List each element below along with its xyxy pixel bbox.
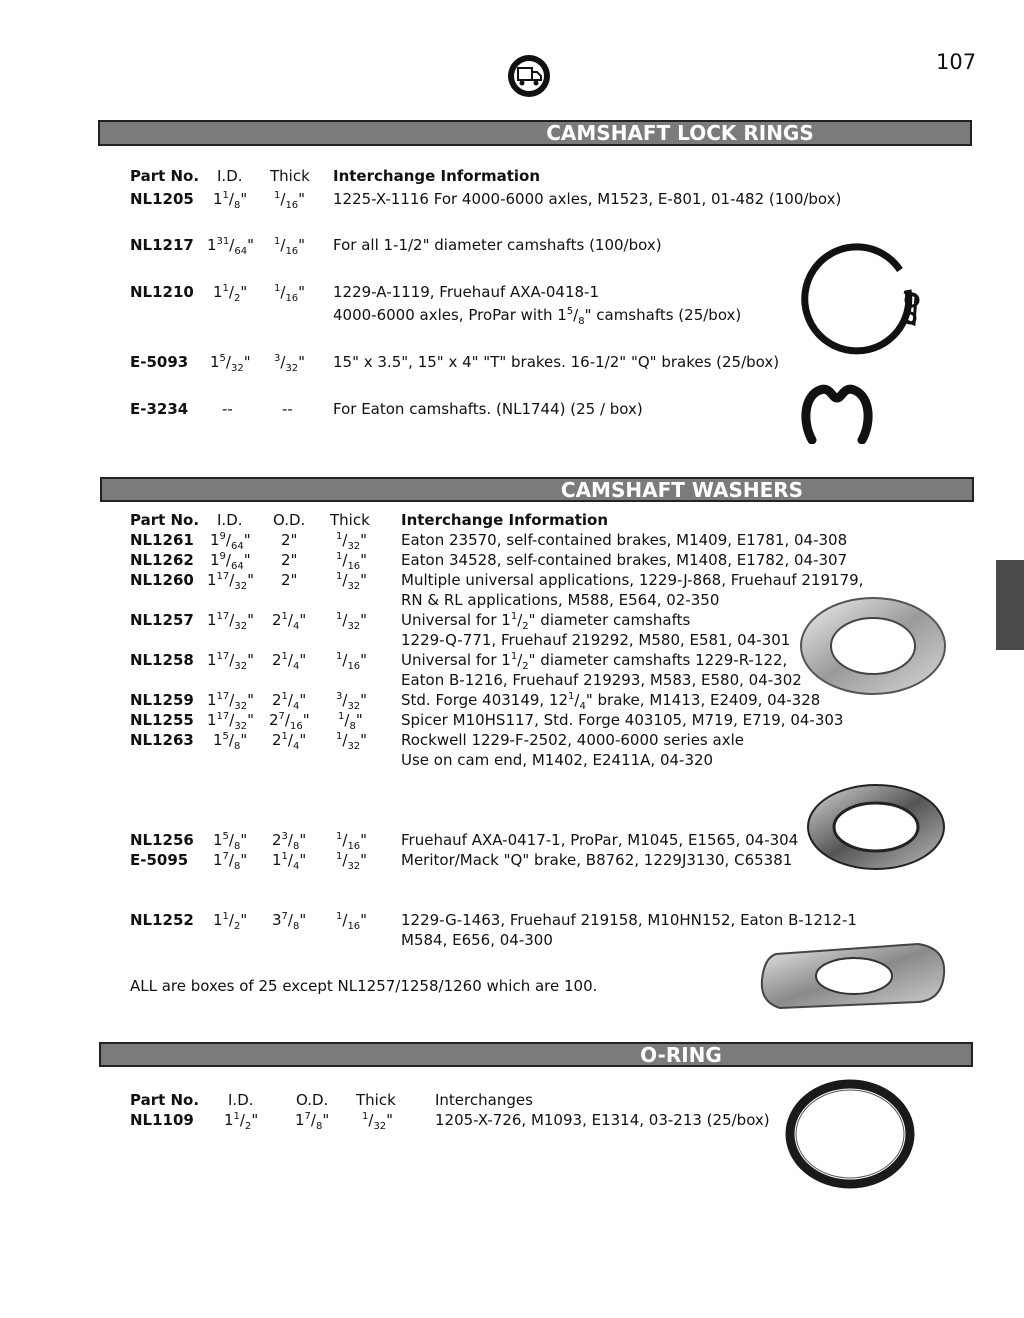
header-part: Part No. — [130, 1091, 200, 1109]
inner-diameter: $1^5/_{32}$" — [210, 353, 251, 374]
interchange-info-line2: M584, E656, 04-300 — [401, 931, 553, 949]
thickness: -- — [282, 400, 293, 418]
inner-diameter: $1^1/_2$" — [213, 911, 248, 932]
section-title: CAMSHAFT WASHERS — [560, 477, 804, 502]
interchange-info: Std. Forge 403149, $12^1/_4$" brake, M1413, E2409, 04-328 — [401, 691, 821, 712]
e-clip-image — [800, 382, 875, 444]
thickness: $^1/_{32}$" — [336, 531, 368, 552]
part-number: NL1255 — [130, 711, 194, 729]
part-number: NL1205 — [130, 190, 194, 208]
header-part: Part No. — [130, 167, 200, 185]
thickness: $^1/_8$" — [338, 711, 363, 732]
part-number: NL1258 — [130, 651, 194, 669]
thickness: $^1/_{32}$" — [336, 571, 368, 592]
box-quantity-note: ALL are boxes of 25 except NL1257/1258/1260 which are 100. — [130, 977, 598, 995]
interchange-info: Universal for $1^1/_2$" diameter camshafts 1229-R-122, — [401, 651, 788, 672]
header-id: I.D. — [217, 511, 243, 529]
header-info: Interchange Information — [333, 167, 541, 185]
outer-diameter: $2^3/_8$" — [272, 831, 307, 852]
interchange-info: 1205-X-726, M1093, E1314, 03-213 (25/box) — [435, 1111, 770, 1129]
inner-diameter: $1^{17}/_{32}$" — [207, 651, 254, 672]
outer-diameter: $2^7/_{16}$" — [269, 711, 310, 732]
outer-diameter: 2" — [281, 571, 298, 589]
interchange-info: 1229-G-1463, Fruehauf 219158, M10HN152, Eaton B-1212-1 — [401, 911, 857, 929]
outer-diameter: $1^1/_4$" — [272, 851, 307, 872]
section-edge-tab — [996, 560, 1024, 650]
header-od: O.D. — [273, 511, 306, 529]
thickness: $^1/_{16}$" — [336, 551, 368, 572]
section-banner-lock-rings — [98, 120, 972, 146]
outer-diameter: $3^7/_8$" — [272, 911, 307, 932]
part-number: NL1262 — [130, 551, 194, 569]
outer-diameter: 2" — [281, 551, 298, 569]
outer-diameter: $2^1/_4$" — [272, 611, 307, 632]
header-info: Interchange Information — [401, 511, 609, 529]
thickness: $^1/_{32}$" — [336, 731, 368, 752]
part-number: NL1259 — [130, 691, 194, 709]
part-number: NL1256 — [130, 831, 194, 849]
interchange-info: Eaton 23570, self-contained brakes, M1409, E1781, 04-308 — [401, 531, 848, 549]
part-number: NL1257 — [130, 611, 194, 629]
header-thick: Thick — [330, 511, 370, 529]
part-number: E-3234 — [130, 400, 189, 418]
page-number: 107 — [936, 50, 977, 74]
header-thick: Thick — [270, 167, 310, 185]
interchange-info: 15" x 3.5", 15" x 4" "T" brakes. 16-1/2" "Q" brakes (25/box) — [333, 353, 780, 371]
part-number: NL1263 — [130, 731, 194, 749]
section-title: CAMSHAFT LOCK RINGS — [546, 121, 814, 145]
thickness: $^1/_{16}$" — [274, 236, 306, 257]
part-number: NL1109 — [130, 1111, 194, 1129]
interchange-info: Rockwell 1229-F-2502, 4000-6000 series axle — [401, 731, 744, 749]
header-thick: Thick — [356, 1091, 396, 1109]
inner-diameter: $1^{17}/_{32}$" — [207, 571, 254, 592]
thickness: $^3/_{32}$" — [336, 691, 368, 712]
interchange-info-line2: Eaton B-1216, Fruehauf 219293, M583, E580, 04-302 — [401, 671, 802, 689]
interchange-info: For Eaton camshafts. (NL1744) (25 / box) — [333, 400, 643, 418]
header-id: I.D. — [217, 167, 243, 185]
thickness: $^1/_{16}$" — [336, 911, 368, 932]
thickness: $^1/_{16}$" — [336, 831, 368, 852]
outer-diameter: 2" — [281, 531, 298, 549]
interchange-info: Multiple universal applications, 1229-J-868, Fruehauf 219179, — [401, 571, 864, 589]
interchange-info-line2: RN & RL applications, M588, E564, 02-350 — [401, 591, 720, 609]
truck-logo-icon — [506, 53, 552, 99]
inner-diameter: $1^7/_8$" — [213, 851, 248, 872]
part-number: E-5093 — [130, 353, 189, 371]
header-part: Part No. — [130, 511, 200, 529]
inner-diameter: $1^1/_8$" — [213, 190, 248, 211]
oval-washer-image — [758, 940, 948, 1012]
inner-diameter: $1^9/_{64}$" — [210, 531, 251, 552]
thickness: $^1/_{16}$" — [274, 283, 306, 304]
outer-diameter: $1^7/_8$" — [295, 1111, 330, 1132]
inner-diameter: $1^9/_{64}$" — [210, 551, 251, 572]
interchange-info-line2: 4000-6000 axles, ProPar with $1^5/_8$" camshafts (25/box) — [333, 306, 742, 327]
outer-diameter: $2^1/_4$" — [272, 651, 307, 672]
thickness: $^3/_{32}$" — [274, 353, 306, 374]
inner-diameter: $1^{31}/_{64}$" — [207, 236, 254, 257]
outer-diameter: $2^1/_4$" — [272, 691, 307, 712]
inner-diameter: $1^{17}/_{32}$" — [207, 691, 254, 712]
inner-diameter: $1^{17}/_{32}$" — [207, 711, 254, 732]
snap-ring-image — [800, 240, 925, 360]
thickness: $^1/_{32}$" — [336, 611, 368, 632]
interchange-info: Spicer M10HS117, Std. Forge 403105, M719, E719, 04-303 — [401, 711, 844, 729]
interchange-info: Universal for $1^1/_2$" diameter camshafts — [401, 611, 691, 632]
inner-diameter: -- — [222, 400, 233, 418]
thickness: $^1/_{32}$" — [336, 851, 368, 872]
inner-diameter: $1^1/_2$" — [224, 1111, 259, 1132]
header-id: I.D. — [228, 1091, 254, 1109]
outer-diameter: $2^1/_4$" — [272, 731, 307, 752]
part-number: NL1260 — [130, 571, 194, 589]
section-banner-oring — [99, 1042, 973, 1067]
inner-diameter: $1^1/_2$" — [213, 283, 248, 304]
interchange-info: For all 1-1/2" diameter camshafts (100/box) — [333, 236, 662, 254]
part-number: NL1210 — [130, 283, 194, 301]
interchange-info: Eaton 34528, self-contained brakes, M1408, E1782, 04-307 — [401, 551, 848, 569]
part-number: NL1261 — [130, 531, 194, 549]
interchange-info: Fruehauf AXA-0417-1, ProPar, M1045, E1565, 04-304 — [401, 831, 799, 849]
inner-diameter: $1^{17}/_{32}$" — [207, 611, 254, 632]
flat-washer-image — [798, 595, 948, 697]
o-ring-image — [784, 1078, 916, 1190]
inner-diameter: $1^5/_8$" — [213, 731, 248, 752]
thickness: $^1/_{32}$" — [362, 1111, 394, 1132]
interchange-info: Meritor/Mack "Q" brake, B8762, 1229J3130, C65381 — [401, 851, 793, 869]
section-title: O-RING — [640, 1042, 722, 1067]
thickness: $^1/_{16}$" — [274, 190, 306, 211]
thickness: $^1/_{16}$" — [336, 651, 368, 672]
interchange-info: 1229-A-1119, Fruehauf AXA-0418-1 — [333, 283, 600, 301]
wave-washer-image — [806, 783, 946, 871]
header-info: Interchanges — [435, 1091, 533, 1109]
interchange-info: 1225-X-1116 For 4000-6000 axles, M1523, E-801, 01-482 (100/box) — [333, 190, 842, 208]
interchange-info-line2: 1229-Q-771, Fruehauf 219292, M580, E581, 04-301 — [401, 631, 791, 649]
part-number: NL1252 — [130, 911, 194, 929]
section-banner-washers — [100, 477, 974, 502]
part-number: NL1217 — [130, 236, 194, 254]
header-od: O.D. — [296, 1091, 329, 1109]
interchange-info-line2: Use on cam end, M1402, E2411A, 04-320 — [401, 751, 714, 769]
inner-diameter: $1^5/_8$" — [213, 831, 248, 852]
part-number: E-5095 — [130, 851, 189, 869]
